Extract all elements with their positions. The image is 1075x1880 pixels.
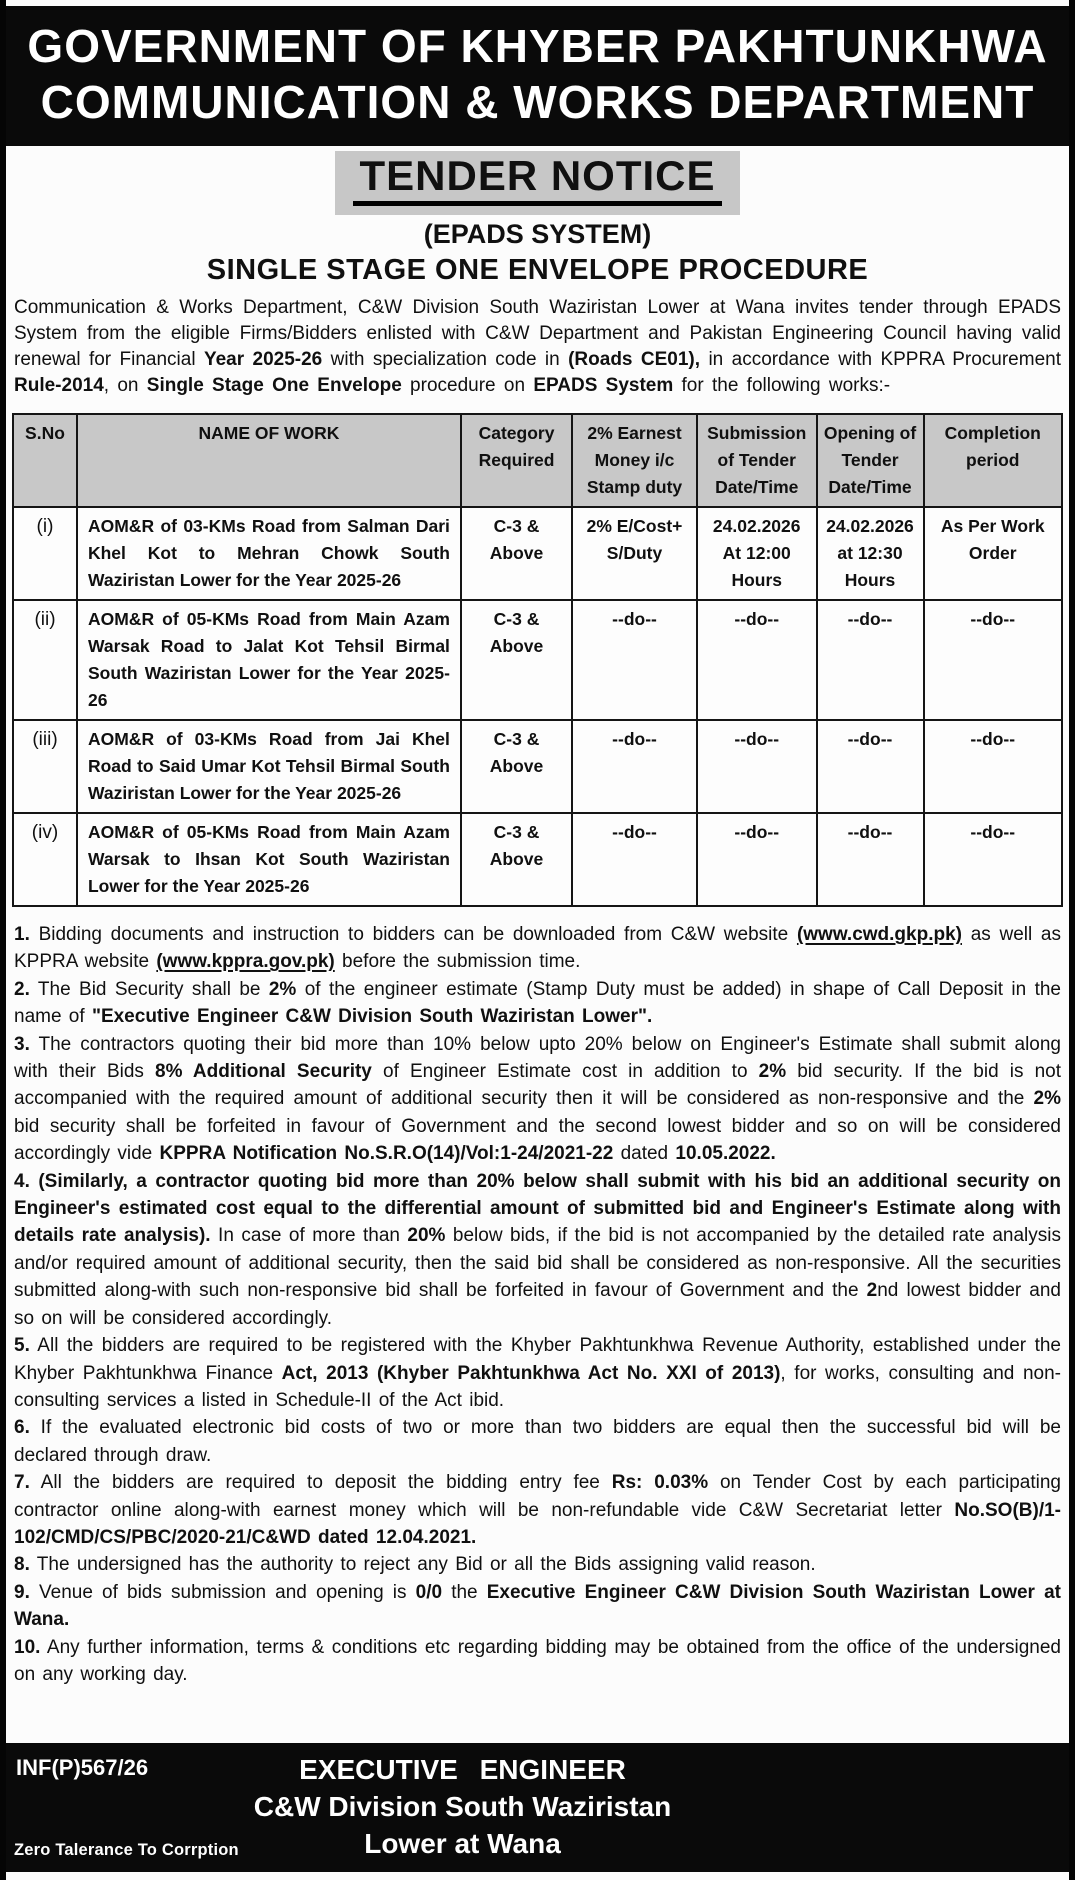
table-cell: 24.02.2026 at 12:30 Hours: [817, 507, 924, 600]
tender-table-header-row: [13, 414, 1062, 507]
table-cell: --do--: [924, 600, 1063, 720]
note-item: 10. Any further information, terms & conditions etc regarding bidding may be obtained from the office of the undersigned on any working day.: [14, 1636, 1061, 1685]
signatory-division: C&W Division South Waziristan: [253, 1791, 672, 1822]
table-cell: C-3 & Above: [461, 600, 572, 720]
table-cell: C-3 & Above: [461, 813, 572, 906]
note-item: 7. All the bidders are required to deposit the bidding entry fee Rs: 0.03% on Tender Cost by each participating contractor online along-with earnest money which will be non-refundable vide C&W Secretariat letter No.SO(B)/1-102/CMD/CS/PBC/2020-21/C&WD dated 12.04.2021.: [14, 1472, 1061, 1548]
masthead-band: [6, 6, 1069, 146]
column-header: Opening of Tender Date/Time: [817, 414, 924, 507]
note-item: 4. (Similarly, a contractor quoting bid more than 20% below shall submit with his bid an additional security on Engineer's estimated cost equal to the differential amount of submitted bid and Engineer's Estimate along with details rate analysis). In case of more than 20% below bids, if the bid is not accompanied by the detailed rate analysis and/or required amount of additional security, then the said bid shall be considered as non-responsive. All the securities submitted along-with such non-responsive bid shall be forfeited in favour of Government and the 2nd lowest bidder and so on will be considered accordingly.: [14, 1170, 1062, 1329]
table-cell: As Per Work Order: [924, 507, 1063, 600]
epads-subtitle: (EPADS SYSTEM): [423, 219, 652, 249]
column-header: Category Required: [461, 414, 572, 507]
note-item: 5. All the bidders are required to be registered with the Khyber Pakhtunkhwa Revenue Authority, established under the Khyber Pakhtunkhwa Finance Act, 2013 (Khyber Pakhtunkhwa Act No. XXI of 2013), for works, consulting and non-consulting services a listed in Schedule-II of the Act ibid.: [14, 1335, 1061, 1411]
table-cell: 2% E/Cost+ S/Duty: [572, 507, 697, 600]
column-header: S.No: [13, 414, 77, 507]
table-cell: --do--: [572, 600, 697, 720]
anti-corruption-slogan: Zero Talerance To Corrption: [14, 1841, 239, 1859]
table-cell: (iii): [13, 720, 77, 813]
table-cell: --do--: [817, 813, 924, 906]
table-cell: (i): [13, 507, 77, 600]
title-block: [6, 146, 1069, 287]
procedure-subtitle: SINGLE STAGE ONE ENVELOPE PROCEDURE: [206, 254, 869, 286]
table-cell: AOM&R of 05-KMs Road from Main Azam Warsak to Ihsan Kot South Waziristan Lower for the Year 2025-26: [77, 813, 461, 906]
table-cell: AOM&R of 03-KMs Road from Salman Dari Khel Kot to Mehran Chowk South Waziristan Lower for the Year 2025-26: [77, 507, 461, 600]
column-header: 2% Earnest Money i/c Stamp duty: [572, 414, 697, 507]
table-cell: --do--: [572, 813, 697, 906]
table-cell: 24.02.2026 At 12:00 Hours: [697, 507, 817, 600]
advert-ref-number: INF(P)567/26: [16, 1755, 149, 1780]
note-item: 9. Venue of bids submission and opening is 0/0 the Executive Engineer C&W Division South Waziristan Lower at Wana.: [14, 1581, 1061, 1631]
signatory-title: EXECUTIVE ENGINEER: [299, 1754, 626, 1785]
page-title: TENDER NOTICE: [353, 154, 721, 206]
note-item: 1. Bidding documents and instruction to bidders can be downloaded from C&W website (www.cwd.gkp.pk) as well as KPPRA website (www.kppra.gov.pk) before the submission time.: [14, 924, 1061, 973]
table-row: [13, 600, 1062, 720]
table-cell: --do--: [697, 813, 817, 906]
table-row: [13, 720, 1062, 813]
department-title: COMMUNICATION & WORKS DEPARTMENT: [40, 76, 1035, 128]
intro-paragraph: Communication & Works Department, C&W Division South Waziristan Lower at Wana invites tender through EPADS System from the eligible Firms/Bidders enlisted with C&W Department and Pakistan Engineering Council having valid renewal for Financial Year 2025-26 with specialization code in (Roads CE01), in accordance with KPPRA Procurement Rule-2014, on Single Stage One Envelope procedure on EPADS System for the following works:-: [14, 297, 1061, 396]
column-header: Completion period: [924, 414, 1063, 507]
note-item: 2. The Bid Security shall be 2% of the engineer estimate (Stamp Duty must be added) in shape of Call Deposit in the name of "Executive Engineer C&W Division South Waziristan Lower".: [14, 978, 1061, 1028]
government-title: GOVERNMENT OF KHYBER PAKHTUNKHWA: [27, 20, 1048, 72]
table-cell: --do--: [697, 600, 817, 720]
tender-table-wrap: [6, 399, 1069, 907]
table-cell: --do--: [924, 720, 1063, 813]
column-header: Submission of Tender Date/Time: [697, 414, 817, 507]
table-cell: (iv): [13, 813, 77, 906]
table-cell: C-3 & Above: [461, 507, 572, 600]
table-row: [13, 507, 1062, 600]
note-item: 6. If the evaluated electronic bid costs of two or more than two bidders are equal then the successful bid will be declared through draw.: [14, 1417, 1061, 1466]
table-cell: --do--: [697, 720, 817, 813]
notes-list: [6, 907, 1069, 1743]
table-cell: --do--: [817, 600, 924, 720]
column-header: NAME OF WORK: [77, 414, 461, 507]
table-cell: AOM&R of 03-KMs Road from Jai Khel Road to Said Umar Kot Tehsil Birmal South Waziristan Lower for the Year 2025-26: [77, 720, 461, 813]
table-cell: C-3 & Above: [461, 720, 572, 813]
table-cell: --do--: [572, 720, 697, 813]
footer-band: [6, 1743, 1069, 1872]
tender-notice-highlight: [335, 151, 739, 215]
table-cell: (ii): [13, 600, 77, 720]
tender-table: [12, 413, 1063, 907]
table-cell: --do--: [817, 720, 924, 813]
note-item: 8. The undersigned has the authority to reject any Bid or all the Bids assigning valid reason.: [14, 1554, 816, 1576]
table-cell: --do--: [924, 813, 1063, 906]
table-cell: AOM&R of 05-KMs Road from Main Azam Warsak Road to Jalat Kot Tehsil Birmal South Waziristan Lower for the Year 2025-26: [77, 600, 461, 720]
table-row: [13, 813, 1062, 906]
note-item: 3. The contractors quoting their bid more than 10% below upto 20% below on Engineer's Estimate shall submit along with their Bids 8% Additional Security of Engineer Estimate cost in addition to 2% bid security. If the bid is not accompanied with the required amount of additional security then it will be considered as non-responsive and the 2% bid security shall be forfeited in favour of Government and the second lowest bidder and so on will be considered accordingly vide KPPRA Notification No.S.R.O(14)/Vol:1-24/2021-22 dated 10.05.2022.: [14, 1033, 1062, 1165]
signatory-location: Lower at Wana: [364, 1828, 561, 1859]
